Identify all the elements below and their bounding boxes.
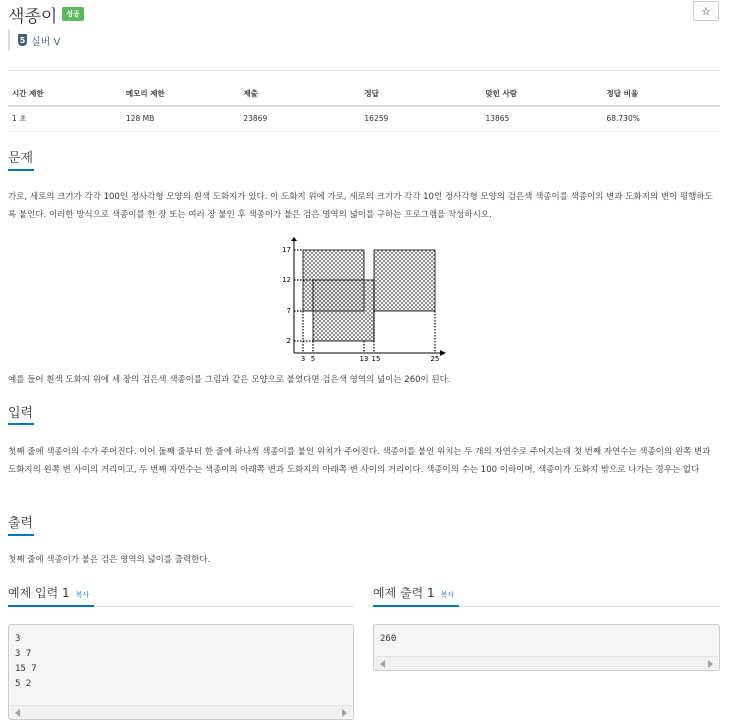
stats-header-row (8, 84, 720, 106)
x-tick-label: 3 (300, 355, 306, 363)
code-line: 260 (380, 634, 397, 644)
code-line: 15 7 (15, 664, 37, 674)
y-tick-label: 7 (286, 307, 291, 315)
x-axis-arrow (440, 350, 446, 356)
y-axis-arrow (291, 237, 297, 241)
sample-output-box[interactable] (373, 624, 720, 671)
tier-text: 실버 V (31, 36, 61, 48)
stats-value: 68.730% (602, 106, 720, 131)
tier-label[interactable] (8, 29, 60, 51)
sample-input-title: 예제 입력 1 (8, 586, 70, 600)
sample-input-box[interactable] (8, 624, 354, 720)
copy-input-link[interactable]: 복사 (75, 591, 90, 599)
scroll-left-icon[interactable] (15, 709, 20, 717)
y-tick-label: 17 (282, 246, 291, 254)
sample-underline (373, 605, 459, 607)
scroll-right-icon[interactable] (708, 660, 713, 668)
problem-stats-table (8, 84, 720, 132)
stats-header: 정답 (360, 84, 481, 106)
x-tick-label: 15 (371, 355, 381, 363)
scroll-right-icon[interactable] (342, 709, 347, 717)
favorite-star-button[interactable] (693, 1, 719, 21)
stats-header: 메모리 제한 (122, 84, 239, 106)
sample-output-header (373, 584, 454, 601)
sample-input-header (8, 584, 89, 601)
star-icon: ☆ (701, 4, 711, 18)
horizontal-scrollbar[interactable] (375, 656, 718, 669)
output-description: 첫째 줄에 색종이가 붙은 검은 영역의 넓이를 출력한다. (8, 555, 211, 565)
paper-square (374, 250, 435, 311)
problem-example-text: 예를 들어 흰색 도화지 위에 세 장의 검은색 색종이를 그림과 같은 모양으로 붙였다면 검은색 영역의 넓이는 260이 된다. (8, 375, 451, 385)
stats-header: 정답 비율 (602, 84, 720, 106)
copy-output-link[interactable]: 복사 (440, 591, 455, 599)
stats-value: 128 MB (122, 106, 239, 131)
section-underline (8, 534, 34, 536)
x-tick-label: 25 (430, 355, 440, 363)
y-tick-label: 12 (282, 276, 291, 284)
code-line: 3 (15, 634, 21, 644)
input-description: 첫째 줄에 색종이의 수가 주어진다. 이어 둘째 줄부터 한 줄에 하나씩 색종이를 붙인 위치가 주어진다. 색종이를 붙인 위치는 두 개의 자연수로 주어지는데 첫 번째 자연수는 색종이의 왼쪽 변과 도화지의 왼쪽 변 사이의 거리이고, 두 번째 자연수는 색종이의 아래쪽 변과 도화지의 아래쪽 변 사이의 거리이다. 색종이의 수는 100 이하이며, 색종이가 도화지 밖으로 나가는 경우는 없다 (8, 447, 711, 475)
problem-description: 가로, 세로의 크기가 각각 100인 정사각형 모양의 흰색 도화지가 있다. 이 도화지 위에 가로, 세로의 크기가 각각 10인 정사각형 모양의 검은색 색종이를 색종이의 변과 도화지의 변이 평행하도록 붙인다. 이러한 방식으로 색종이를 한 장 또는 여러 장 붙인 후 색종이가 붙은 검은 영역의 넓이를 구하는 프로그램을 작성하시오. (8, 192, 713, 220)
output-section-title: 출력 (8, 516, 34, 531)
stats-header: 시간 제한 (8, 84, 122, 106)
solved-badge: 성공 (62, 7, 84, 21)
header-divider (8, 70, 720, 71)
y-tick-label: 2 (286, 337, 291, 345)
tier-icon: 5 (19, 35, 26, 45)
section-underline (8, 169, 34, 171)
stats-value: 23869 (239, 106, 360, 131)
paper-overlap-figure (280, 237, 446, 365)
x-tick-label: 5 (310, 355, 316, 363)
horizontal-scrollbar[interactable] (10, 705, 352, 718)
stats-header: 제출 (239, 84, 360, 106)
sample-output-title: 예제 출력 1 (373, 586, 435, 600)
section-underline (8, 423, 34, 425)
sample-underline (8, 605, 94, 607)
paper-square (313, 280, 374, 341)
input-section-title: 입력 (8, 406, 34, 421)
scroll-left-icon[interactable] (380, 660, 385, 668)
sample-input-code (9, 625, 353, 692)
problem-title: 색종이 (8, 6, 58, 27)
stats-value-row (8, 106, 720, 131)
stats-header: 맞힌 사람 (481, 84, 602, 106)
x-tick-label: 13 (359, 355, 369, 363)
code-line: 3 7 (15, 649, 32, 659)
stats-value: 13865 (481, 106, 602, 131)
code-line: 5 2 (15, 679, 32, 689)
sample-output-code (374, 625, 719, 647)
stats-value: 16259 (360, 106, 481, 131)
stats-value: 1 초 (8, 106, 122, 131)
problem-header (8, 3, 84, 25)
problem-section-title: 문제 (8, 151, 34, 166)
